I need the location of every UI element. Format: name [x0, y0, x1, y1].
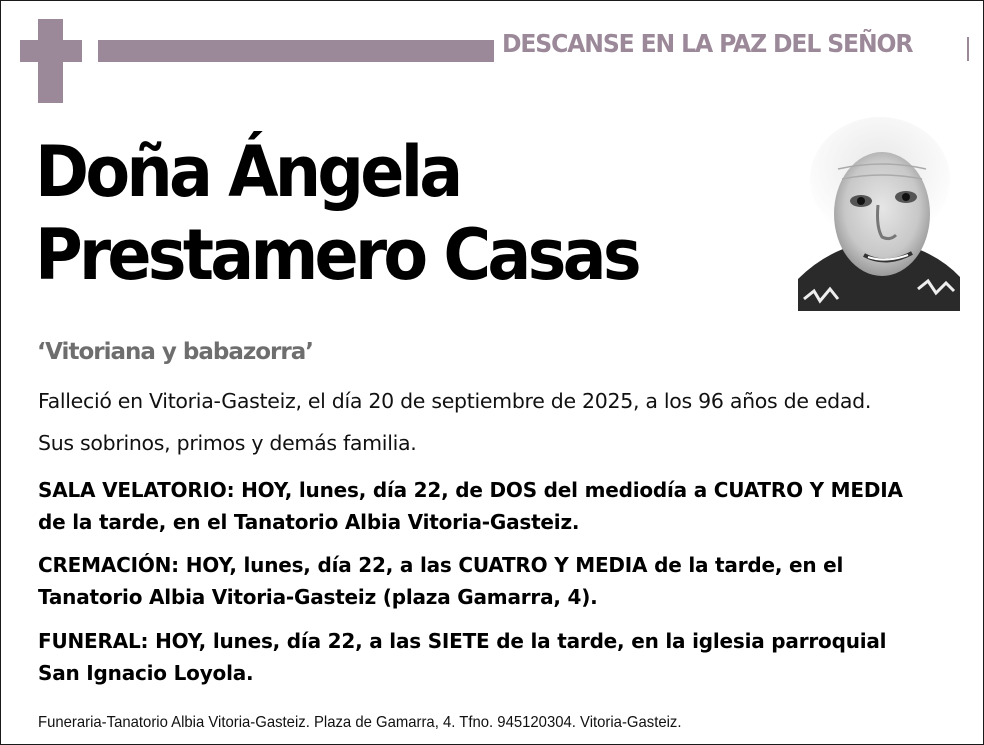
velatorio-line-2: de la tarde, en el Tanatorio Albia Vitoria-Gasteiz.	[38, 510, 580, 534]
portrait-icon	[798, 109, 960, 311]
name-line-1: Doña Ángela	[35, 131, 460, 213]
nickname-subtitle: ‘Vitoriana y babazorra’	[37, 339, 313, 365]
portrait-photo	[798, 109, 960, 311]
cremacion-line-1: CREMACIÓN: HOY, lunes, día 22, a las CUATRO Y MEDIA de la tarde, en el	[38, 553, 844, 577]
name-line-2: Prestamero Casas	[35, 214, 638, 296]
latin-cross-icon-arm	[20, 40, 82, 62]
deceased-name	[35, 131, 638, 297]
family-text: Sus sobrinos, primos y demás familia.	[38, 431, 417, 455]
header-rule	[98, 40, 494, 62]
funeral-line-1: FUNERAL: HOY, lunes, día 22, a las SIETE de la tarde, en la iglesia parroquial	[38, 629, 887, 653]
cremacion-line-2: Tanatorio Albia Vitoria-Gasteiz (plaza Gamarra, 4).	[38, 585, 598, 609]
epitaph-heading: DESCANSE EN LA PAZ DEL SEÑOR	[502, 29, 913, 58]
death-notice-text: Falleció en Vitoria-Gasteiz, el día 20 de septiembre de 2025, a los 96 años de edad.	[38, 389, 872, 413]
epitaph-end-bar	[967, 37, 969, 61]
velatorio-line-1: SALA VELATORIO: HOY, lunes, día 22, de DOS del mediodía a CUATRO Y MEDIA	[38, 478, 903, 502]
funeral-line-2: San Ignacio Loyola.	[38, 661, 254, 685]
funeral-home-footer: Funeraria-Tanatorio Albia Vitoria-Gasteiz. Plaza de Gamarra, 4. Tfno. 945120304. Vitoria-Gasteiz.	[38, 714, 682, 731]
